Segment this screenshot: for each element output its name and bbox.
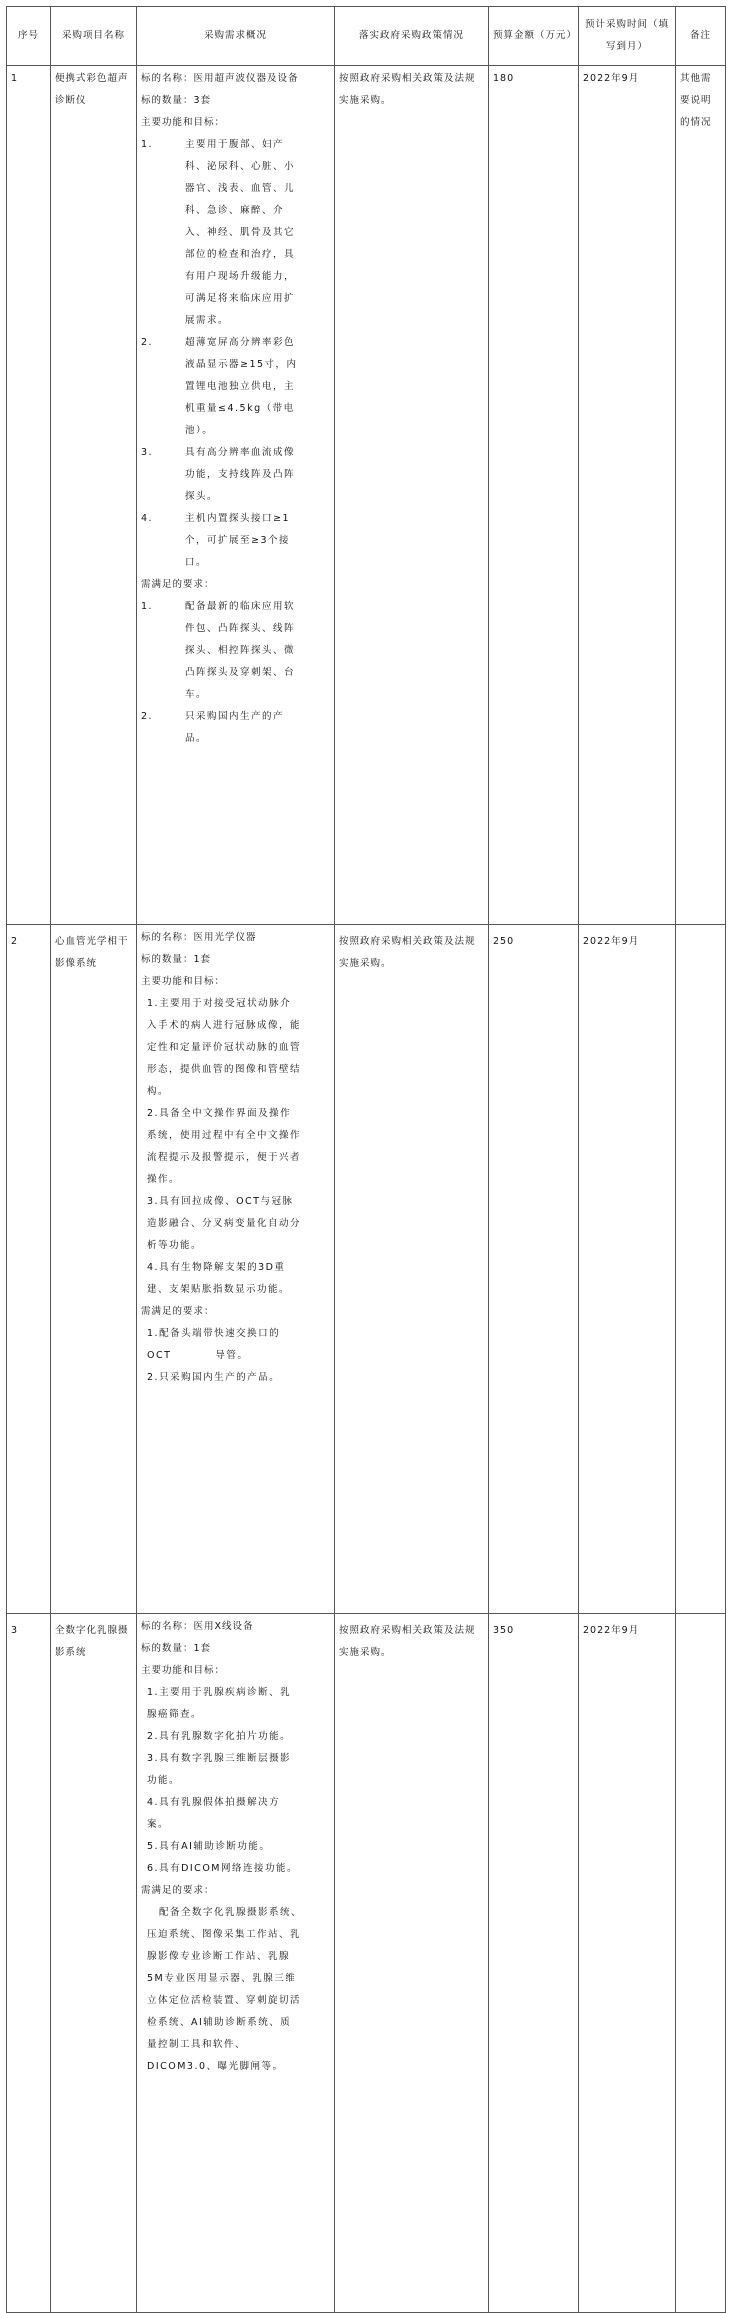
header-policy: 落实政府采购政策情况: [335, 7, 489, 66]
procurement-table: [6, 6, 726, 2313]
req-paragraph: 5.具有AI辅助诊断功能。: [147, 1841, 271, 1852]
req-item-index: 1.: [141, 139, 154, 150]
req-item: [141, 706, 330, 750]
row-note: [676, 925, 726, 1614]
req-paragraph: 3.具有回拉成像、OCT与冠脉造影融合、分叉病变量化自动分析等功能。: [147, 1196, 302, 1251]
row-requirements: [137, 925, 335, 1614]
req-paragraph: 2.具备全中文操作界面及操作系统，使用过程中有全中文操作流程提示及报警提示，便于兴者操作。: [147, 1108, 302, 1185]
row-time: 2022年9月: [579, 66, 676, 925]
header-name: 采购项目名称: [51, 7, 137, 66]
req-item: [141, 332, 330, 442]
table-header-row: [7, 7, 726, 66]
header-note: 备注: [676, 7, 726, 66]
req-item: [141, 596, 330, 706]
row-no: 2: [7, 925, 51, 1614]
table-row: [7, 925, 726, 1614]
req-item-text: 配备最新的临床应用软件包、凸阵探头、线阵探头、相控阵探头、微凸阵探头及穿刺架、台车。: [185, 601, 296, 700]
req-item-text: 主机内置探头接口≥1个，可扩展至≥3个接口。: [185, 513, 291, 568]
row-budget: 350: [489, 1614, 579, 2313]
req-subheading: 需满足的要求：: [141, 1306, 215, 1317]
row-name: 全数字化乳腺摄影系统: [51, 1614, 137, 2313]
req-line: 标的数量：1套: [141, 1643, 212, 1654]
row-budget: 250: [489, 925, 579, 1614]
req-paragraph: 2.具有乳腺数字化拍片功能。: [147, 1731, 292, 1742]
req-item-text: 只采购国内生产的产品。: [185, 711, 285, 744]
row-requirements: [137, 1614, 335, 2313]
row-policy: 按照政府采购相关政策及法规实施采购。: [335, 925, 489, 1614]
req-line: 主要功能和目标：: [141, 117, 226, 128]
req-paragraph: 3.具有数字乳腺三维断层摄影功能。: [147, 1753, 292, 1786]
req-paragraph: 2.只采购国内生产的产品。: [147, 1372, 281, 1383]
req-line: 标的名称：医用X线设备: [141, 1621, 254, 1632]
req-subheading: 需满足的要求：: [141, 1885, 215, 1896]
req-item-text: 超薄宽屏高分辨率彩色液晶显示器≥15寸，内置锂电池独立供电，主机重量≤4.5kg（带电池）。: [185, 337, 298, 436]
row-policy: 按照政府采购相关政策及法规实施采购。: [335, 1614, 489, 2313]
header-budget: 预算金额（万元）: [489, 7, 579, 66]
row-name: 心血管光学相干影像系统: [51, 925, 137, 1614]
req-paragraph: 4.具有生物降解支架的3D重建、支架贴胀指数显示功能。: [147, 1262, 291, 1295]
req-line: 标的数量：3套: [141, 95, 212, 106]
req-item: [141, 508, 330, 574]
req-line: 主要功能和目标：: [141, 976, 226, 987]
row-note: 其他需要说明的情况: [676, 66, 726, 925]
req-item-index: 4.: [141, 513, 154, 524]
table-row: [7, 66, 726, 925]
row-name: 便携式彩色超声诊断仪: [51, 66, 137, 925]
req-item-text: 主要用于腹部、妇产科、泌尿科、心脏、小器官、浅表、血管、儿科、急诊、麻醉、介入、神经、肌骨及其它部位的检查和治疗，具有用户现场升级能力，可满足将来临床应用扩展需求。: [185, 139, 296, 326]
header-no: 序号: [7, 7, 51, 66]
req-paragraph: 1.主要用于对接受冠状动脉介入手术的病人进行冠脉成像，能定性和定量评价冠状动脉的血管形态，提供血管的图像和管壁结构。: [147, 998, 302, 1097]
req-item-index: 2.: [141, 337, 154, 348]
req-subheading: 需满足的要求：: [141, 579, 215, 590]
req-line: 标的名称：医用光学仪器: [141, 932, 257, 943]
req-paragraph: 6.具有DICOM网络连接功能。: [147, 1863, 298, 1874]
header-time: 预计采购时间（填写到月）: [579, 7, 676, 66]
row-requirements: [137, 66, 335, 925]
row-time: 2022年9月: [579, 1614, 676, 2313]
req-item-index: 3.: [141, 447, 154, 458]
header-requirements: 采购需求概况: [137, 7, 335, 66]
row-time: 2022年9月: [579, 925, 676, 1614]
req-paragraph: 1.配备头端带快速交换口的OCT 导管。: [147, 1328, 281, 1361]
req-item: [141, 134, 330, 332]
req-paragraph: 4.具有乳腺假体拍摄解决方案。: [147, 1797, 281, 1830]
req-item-text: 具有高分辨率血流成像功能，支持线阵及凸阵探头。: [185, 447, 296, 502]
row-note: [676, 1614, 726, 2313]
req-paragraph: 配备全数字化乳腺摄影系统、压迫系统、图像采集工作站、乳腺影像专业诊断工作站、乳腺5M专业医用显示器、乳腺三维立体定位活检装置、穿刺旋切活检系统、AI辅助诊断系统、质量控制工具和软件、DICOM3.0、曝光脚闸等。: [147, 1907, 303, 2072]
table-row: [7, 1614, 726, 2313]
req-item-index: 2.: [141, 711, 154, 722]
req-line: 标的数量：1套: [141, 954, 212, 965]
row-budget: 180: [489, 66, 579, 925]
req-item-index: 1.: [141, 601, 154, 612]
row-policy: 按照政府采购相关政策及法规实施采购。: [335, 66, 489, 925]
row-no: 3: [7, 1614, 51, 2313]
req-line: 标的名称：医用超声波仪器及设备: [141, 73, 299, 84]
row-no: 1: [7, 66, 51, 925]
req-line: 主要功能和目标：: [141, 1665, 226, 1676]
req-item: [141, 442, 330, 508]
req-paragraph: 1.主要用于乳腺疾病诊断、乳腺癌筛查。: [147, 1687, 292, 1720]
